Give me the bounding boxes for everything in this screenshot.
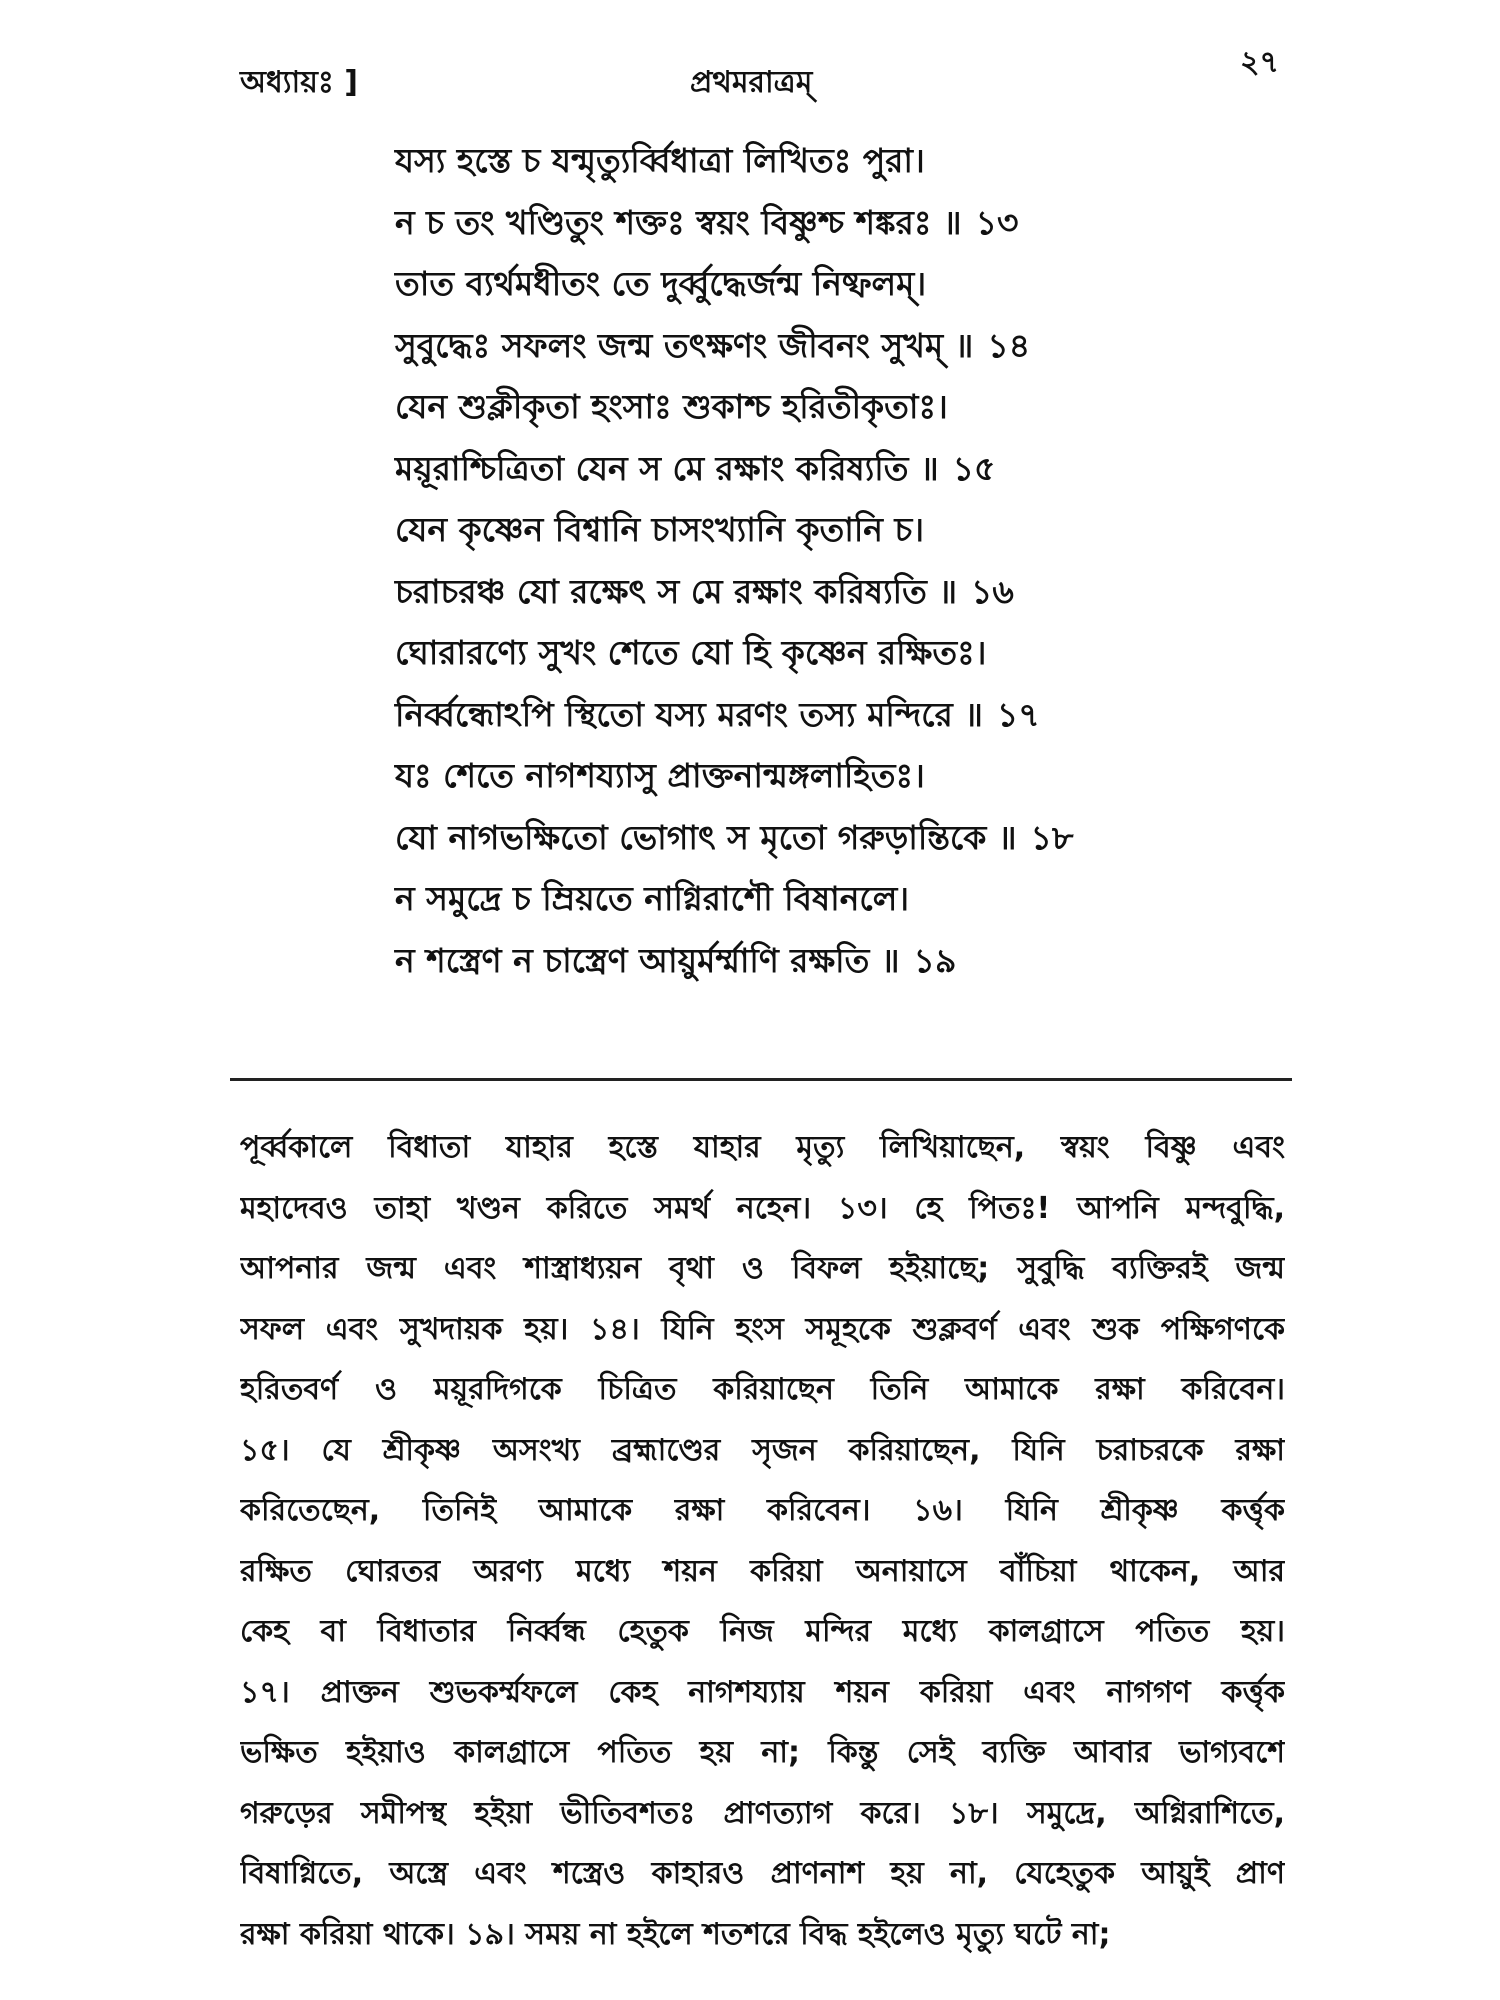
verse-text: ন শস্ত্রেণ ন চাস্ত্রেণ আয়ুর্মর্ম্মাণি রক্ষতি ॥ [395,940,900,980]
translation-line: রক্ষা করিয়া থাকে। ১৯। সময় না হইলে শতশরে বিদ্ধ হইলেও মৃত্যু ঘটে না; [240,1916,1111,1952]
page-number: ২৭ [1240,45,1280,80]
translation-line: বিষাগ্নিতে, অস্ত্রে এবং শস্ত্রেও কাহারও প্রাণনাশ হয় না, যেহেতুক আয়ুই প্রাণ [240,1856,1285,1891]
verse-line [395,192,1275,254]
translation-line: মহাদেবও তাহা খণ্ডন করিতে সমর্থ নহেন। ১৩। হে পিতঃ! আপনি মন্দবুদ্ধি, [240,1190,1285,1226]
translation-line: ১৭। প্রাক্তন শুভকর্ম্মফলে কেহ নাগশয্যায় শয়ন করিয়া এবং নাগগণ কর্ত্তৃক [240,1674,1285,1710]
verse-text: তাত ব্যর্থমধীতং তে দুর্ব্বুদ্ধের্জন্ম নিষ্ফলম্। [395,264,927,303]
verse-line [395,376,1275,438]
verse-number: ১৪ [987,325,1031,365]
verse-number: ১৮ [1030,817,1074,857]
verse-number: ১৭ [996,694,1040,734]
verse-line [395,315,1275,377]
verse-number: ১৩ [975,202,1019,242]
verse-text: ন চ তং খণ্ডিতুং শক্তঃ স্বয়ং বিষ্ণুশ্চ শঙ্করঃ ॥ [395,202,962,242]
running-header-title: প্রথমরাত্রম্ [690,65,813,100]
translation-line: ১৫। যে শ্রীকৃষ্ণ অসংখ্য ব্রহ্মাণ্ডের সৃজন করিয়াছেন, যিনি চরাচরকে রক্ষা [240,1432,1285,1468]
verse-text: যস্য হস্তে চ যন্মৃত্যুর্ব্বিধাত্রা লিখিতঃ পুরা। [395,141,925,180]
translation-line: আপনার জন্ম এবং শাস্ত্রাধ্যয়ন বৃথা ও বিফল হইয়াছে; সুবুদ্ধি ব্যক্তিরই জন্ম [240,1251,1285,1286]
verse-number: ১৯ [913,940,957,980]
verse-line [395,868,1275,930]
verse-text: ন সমুদ্রে চ ম্রিয়তে নাগ্নিরাশৌ বিষানলে। [395,879,910,918]
verse-line [395,684,1275,746]
running-header-chapter: অধ্যায়ঃ ] [240,65,359,100]
footnote-divider [230,1078,1292,1081]
translation-line: করিতেছেন, তিনিই আমাকে রক্ষা করিবেন। ১৬। যিনি শ্রীকৃষ্ণ কর্ত্তৃক [240,1493,1285,1528]
translation-line: হরিতবর্ণ ও ময়ূরদিগকে চিত্রিত করিয়াছেন তিনি আমাকে রক্ষা করিবেন। [240,1372,1285,1407]
verse-line [395,930,1275,992]
translation-line: ভক্ষিত হইয়াও কালগ্রাসে পতিত হয় না; কিন্তু সেই ব্যক্তি আবার ভাগ্যবশে [240,1735,1285,1770]
verse-line [395,130,1275,192]
translation-line: রক্ষিত ঘোরতর অরণ্য মধ্যে শয়ন করিয়া অনায়াসে বাঁচিয়া থাকেন, আর [240,1553,1285,1589]
verse-line [395,745,1275,807]
verse-line [395,438,1275,500]
verse-number: ১৫ [952,448,996,488]
verse-text: নির্ব্বন্ধোঽপি স্থিতো যস্য মরণং তস্য মন্দিরে ॥ [395,694,983,734]
translation-line: সফল এবং সুখদায়ক হয়। ১৪। যিনি হংস সমূহকে শুক্লবর্ণ এবং শুক পক্ষিগণকে [240,1311,1285,1347]
verse-text: চরাচরঞ্চ যো রক্ষেৎ স মে রক্ষাং করিষ্যতি ॥ [395,571,957,611]
verse-line [395,253,1275,315]
verse-line [395,499,1275,561]
verse-text: যো নাগভক্ষিতো ভোগাৎ স মৃতো গরুড়ান্তিকে ॥ [395,817,1017,857]
translation-line: পূর্ব্বকালে বিধাতা যাহার হস্তে যাহার মৃত্যু লিখিয়াছেন, স্বয়ং বিষ্ণু এবং [240,1130,1285,1165]
verse-line [395,807,1275,869]
verse-text: যেন শুক্লীকৃতা হংসাঃ শুকাশ্চ হরিতীকৃতাঃ। [395,387,948,426]
verse-number: ১৬ [971,571,1014,611]
verse-text: ঘোরারণ্যে সুখং শেতে যো হি কৃষ্ণেন রক্ষিতঃ। [395,633,987,672]
translation-line: কেহ বা বিধাতার নির্ব্বন্ধ হেতুক নিজ মন্দির মধ্যে কালগ্রাসে পতিত হয়। [240,1614,1285,1649]
translation-line: গরুড়ের সমীপস্থ হইয়া ভীতিবশতঃ প্রাণত্যাগ করে। ১৮। সমুদ্রে, অগ্নিরাশিতে, [240,1795,1285,1831]
verse-text: যঃ শেতে নাগশয্যাসু প্রাক্তনান্মঙ্গলাহিতঃ। [395,756,925,795]
verse-text: যেন কৃষ্ণেন বিশ্বানি চাসংখ্যানি কৃতানি চ। [395,510,925,549]
verse-text: ময়ূরাশ্চিত্রিতা যেন স মে রক্ষাং করিষ্যতি ॥ [395,448,939,488]
verse-line [395,561,1275,623]
verse-line [395,622,1275,684]
sanskrit-verses [395,130,1275,991]
bengali-translation [240,1118,1285,1965]
verse-text: সুবুদ্ধেঃ সফলং জন্ম তৎক্ষণং জীবনং সুখম্ ॥ [395,325,974,365]
